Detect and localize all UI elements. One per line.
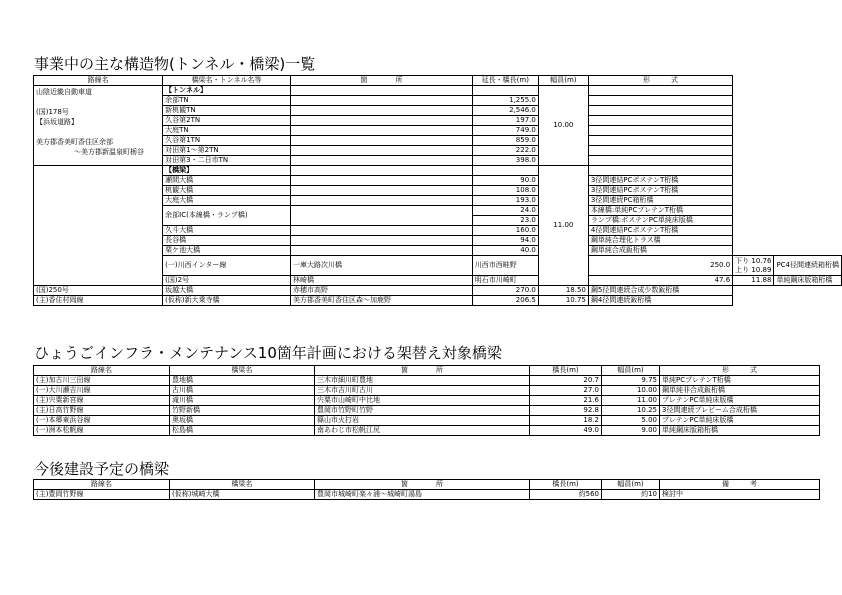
bridge-length: 24.0 [472, 206, 538, 216]
place: 宍粟市山崎町中比地 [315, 396, 530, 406]
bridge-length: 92.8 [530, 406, 602, 416]
tunnel-name: 大庭TN [163, 126, 291, 136]
header-length: 橋長(m) [530, 366, 602, 376]
bridge-length: 160.0 [472, 226, 538, 236]
table-row [34, 406, 820, 416]
table-row [34, 86, 842, 96]
bridge-name: 林崎橋 [291, 276, 473, 286]
tunnel-length: 222.0 [472, 146, 538, 156]
header-place: 箇 所 [315, 366, 530, 376]
tunnel-name: 久谷第2TN [163, 116, 291, 126]
place-cell [291, 166, 473, 176]
bridge-type: 鋼単純合理化トラス橋 [588, 236, 732, 246]
route-line [36, 127, 160, 137]
bridge-width: 10.00 [602, 386, 660, 396]
place-cell [291, 146, 473, 156]
tunnel-name: 対田第1〜第2TN [163, 146, 291, 156]
type-cell [588, 166, 732, 176]
route-name: (主)宍粟新宮線 [34, 396, 170, 406]
header-width: 幅員(m) [538, 76, 588, 86]
route-name: (一)川西インター線 [163, 256, 291, 276]
replacement-table [33, 365, 820, 436]
bridge-type: 4径間連結PCポステンT桁橋 [588, 226, 732, 236]
header-length: 延長・橋長(m) [472, 76, 538, 86]
bridge-name: 豊地橋 [170, 376, 315, 386]
bridge-name: 松島橋 [170, 426, 315, 436]
route-name: (国)2号 [163, 276, 291, 286]
bridge-width: 18.50 [538, 286, 588, 296]
header-place: 箇 所 [315, 480, 530, 490]
bridge-name: (仮称)新大乗寺橋 [163, 296, 291, 306]
header-route: 路線名 [34, 480, 170, 490]
route-line: 〜美方郡新温泉町栃谷 [74, 148, 144, 156]
section-title-replacement: ひょうごインフラ・メンテナンス10箇年計画における架替え対象橋梁 [34, 344, 502, 362]
route-name: (主)加古川三田線 [34, 376, 170, 386]
bridge-type: 鋼4径間連続鈑桁橋 [588, 296, 732, 306]
table-row [34, 416, 820, 426]
bridge-width: 9.00 [602, 426, 660, 436]
bridge-type: 単純鋼床版箱桁橋 [774, 276, 842, 286]
bridge-type: 鋼単純非合成鈑桁橋 [660, 386, 820, 396]
table-header-row [34, 480, 820, 490]
structures-table [33, 75, 842, 306]
bridge-width: 9.75 [602, 376, 660, 386]
place: 赤穂市高野 [291, 286, 473, 296]
place: 川西市西畦野 [472, 256, 538, 276]
bridge-type: 3径間連続プレビーム合成桁橋 [660, 406, 820, 416]
width-up-down [733, 256, 774, 276]
place-cell [291, 226, 473, 236]
replacement-table-body [34, 376, 820, 436]
header-length: 橋長(m) [530, 480, 602, 490]
place: 篠山市火打岩 [315, 416, 530, 426]
header-name: 橋梁名 [170, 366, 315, 376]
bridge-length: 193.0 [472, 196, 538, 206]
table-row [34, 396, 820, 406]
place-cell [291, 176, 473, 186]
bridge-name: 栗ケ池大橋 [163, 246, 291, 256]
bridge-type: プレテンPC単純床版橋 [660, 396, 820, 406]
type-cell [588, 126, 732, 136]
table-row [34, 166, 842, 176]
tunnel-name: 対田第3・二日市TN [163, 156, 291, 166]
place: 明石市川崎町 [472, 276, 538, 286]
width-cell-bridges: 11.00 [538, 166, 588, 286]
tunnel-length: 197.0 [472, 116, 538, 126]
place-cell [291, 186, 473, 196]
tunnel-name: 新桃観TN [163, 106, 291, 116]
bridge-name: 瀬間大橋 [163, 176, 291, 186]
bridge-length: 270.0 [472, 286, 538, 296]
route-name: (主)香住村岡線 [34, 296, 163, 306]
bridge-type: 本線橋:単純PCプレテンT桁橋 [588, 206, 732, 216]
bridge-type: 3径間連続PC箱桁橋 [588, 196, 732, 206]
note: 検討中 [660, 490, 820, 500]
bridge-width: 5.00 [602, 416, 660, 426]
route-line: 美方郡香美町香住区余部 [36, 138, 113, 146]
place: 三木市細川町豊地 [315, 376, 530, 386]
place-cell [291, 116, 473, 126]
table-row [34, 490, 820, 500]
bridge-length: 20.7 [530, 376, 602, 386]
tunnel-name: 余部TN [163, 96, 291, 106]
tunnel-length: 749.0 [472, 126, 538, 136]
bridge-name: (仮称)城崎大橋 [170, 490, 315, 500]
route-name: (一)大川瀬吉川線 [34, 386, 170, 396]
bridge-name: 長谷橋 [163, 236, 291, 246]
header-note: 備 考 [660, 480, 820, 490]
bridge-length: 27.0 [530, 386, 602, 396]
route-line: 【浜坂道路】 [36, 118, 78, 126]
place: 三木市吉川町古川 [315, 386, 530, 396]
route-line: 山陰近畿自動車道 [36, 88, 92, 96]
place-cell [291, 86, 473, 96]
bridge-type: 3径間連結PCポステンT桁橋 [588, 176, 732, 186]
bridge-length: 108.0 [472, 186, 538, 196]
bridge-name: 坂越大橋 [163, 286, 291, 296]
bridge-length: 250.0 [588, 256, 732, 276]
bridge-length: 21.6 [530, 396, 602, 406]
type-cell [588, 156, 732, 166]
bridge-length: 94.0 [472, 236, 538, 246]
tunnel-group-label: 【トンネル】 [163, 86, 291, 96]
bridge-width: 10.25 [602, 406, 660, 416]
bridge-length: 90.0 [472, 176, 538, 186]
table-row [34, 386, 820, 396]
place-cell [291, 196, 473, 206]
place: 豊岡市城崎町楽々浦〜城崎町湯島 [315, 490, 530, 500]
place-cell [291, 206, 473, 226]
bridge-type: PC4径間連続箱桁橋 [774, 256, 842, 276]
tunnel-length: 859.0 [472, 136, 538, 146]
tunnel-name: 久谷第1TN [163, 136, 291, 146]
bridge-width: 約10 [602, 490, 660, 500]
type-cell [588, 96, 732, 106]
place: 美方郡香美町香住区森〜加鹿野 [291, 296, 473, 306]
bridge-type: プレテンPC単純床版橋 [660, 416, 820, 426]
header-width: 幅員(m) [602, 480, 660, 490]
bridge-name: 竹野新橋 [170, 406, 315, 416]
place: 豊岡市竹野町竹野 [315, 406, 530, 416]
bridge-name: 桃観大橋 [163, 186, 291, 196]
route-name: (国)250号 [34, 286, 163, 296]
place-cell [291, 106, 473, 116]
header-route: 路線名 [34, 366, 170, 376]
bridge-group-label: 【橋梁】 [163, 166, 291, 176]
tunnel-length: 398.0 [472, 156, 538, 166]
length-cell [472, 166, 538, 176]
bridge-type: 鋼単純合成鈑桁橋 [588, 246, 732, 256]
width-cell-tunnels: 10.00 [538, 86, 588, 166]
place-cell [291, 246, 473, 256]
bridge-name: 一庫大路次川橋 [291, 256, 473, 276]
bridge-name: 久斗大橋 [163, 226, 291, 236]
bridge-length: 18.2 [530, 416, 602, 426]
bridge-name: 古川橋 [170, 386, 315, 396]
planned-table [33, 479, 820, 500]
bridge-type: 単純鋼床版箱桁橋 [660, 426, 820, 436]
type-cell [588, 136, 732, 146]
bridge-length: 206.5 [472, 296, 538, 306]
type-cell [588, 86, 732, 96]
route-cell-sanin [34, 86, 163, 166]
bridge-name: 奥坂橋 [170, 416, 315, 426]
bridge-length: 23.0 [472, 216, 538, 226]
bridge-type: 3径間連結PCポステンT桁橋 [588, 186, 732, 196]
bridge-name: 滝川橋 [170, 396, 315, 406]
type-cell [588, 106, 732, 116]
section-title-structures: 事業中の主な構造物(トンネル・橋梁)一覧 [34, 55, 316, 73]
place: 南あわじ市松帆江尻 [315, 426, 530, 436]
bridge-length: 49.0 [530, 426, 602, 436]
type-cell [588, 146, 732, 156]
tunnel-length: 2,546.0 [472, 106, 538, 116]
place-cell [291, 126, 473, 136]
tunnel-length: 1,255.0 [472, 96, 538, 106]
bridge-width: 11.00 [602, 396, 660, 406]
bridge-length: 40.0 [472, 246, 538, 256]
route-line: (国)178号 [36, 108, 69, 116]
header-place: 箇 所 [291, 76, 473, 86]
table-row [34, 296, 842, 306]
header-type: 形 式 [660, 366, 820, 376]
place-cell [291, 96, 473, 106]
bridge-type: 鋼5径間連続合成少数鈑桁橋 [588, 286, 732, 296]
place-cell [291, 236, 473, 246]
table-header-row [34, 76, 842, 86]
route-name: (一)本郷東浜谷線 [34, 416, 170, 426]
route-name: (主)日高竹野線 [34, 406, 170, 416]
bridge-name: 大庭大橋 [163, 196, 291, 206]
header-width: 幅員(m) [602, 366, 660, 376]
table-row [34, 426, 820, 436]
header-name: 橋梁名 [170, 480, 315, 490]
width-up: 上り 10.89 [735, 265, 772, 274]
width-down: 下り 10.76 [735, 256, 772, 265]
bridge-width: 10.75 [538, 296, 588, 306]
length-cell [472, 86, 538, 96]
route-name: (一)洲本松帆線 [34, 426, 170, 436]
route-line [36, 97, 160, 107]
bridge-length: 約560 [530, 490, 602, 500]
route-name: (主)豊岡竹野線 [34, 490, 170, 500]
route-cell-continued [34, 166, 163, 286]
place-cell [291, 156, 473, 166]
type-cell [588, 116, 732, 126]
bridge-length: 47.6 [588, 276, 732, 286]
bridge-type: ランプ橋:ポステンPC単純床版橋 [588, 216, 732, 226]
header-route: 路線名 [34, 76, 163, 86]
table-row [34, 286, 842, 296]
header-type: 形 式 [588, 76, 732, 86]
bridge-width: 11.88 [733, 276, 774, 286]
table-row [34, 376, 820, 386]
bridge-type: 単純PCプレテンT桁橋 [660, 376, 820, 386]
bridge-name-amarube-ic: 余部IC(本線橋・ランプ橋) [163, 206, 291, 226]
section-title-planned: 今後建設予定の橋梁 [34, 460, 170, 478]
table-header-row [34, 366, 820, 376]
header-name: 橋梁名・トンネル名等 [163, 76, 291, 86]
place-cell [291, 136, 473, 146]
